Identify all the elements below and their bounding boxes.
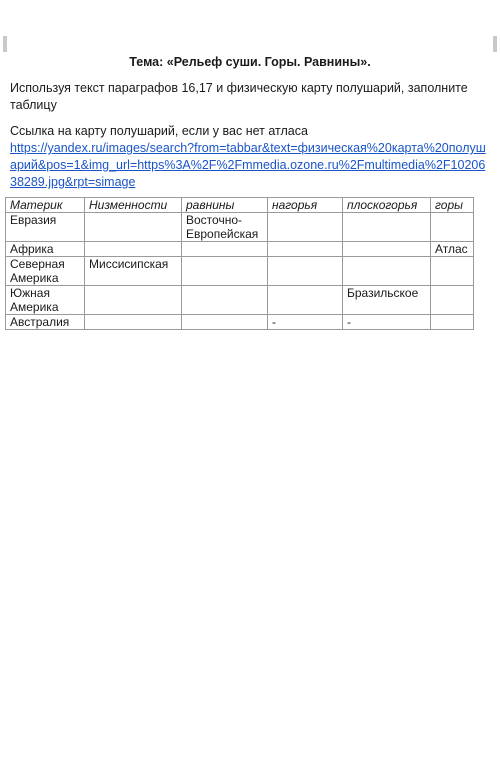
link-intro-text: Ссылка на карту полушарий, если у вас нет атласа xyxy=(10,124,308,138)
table-row xyxy=(6,257,474,286)
page-corner-mark-left xyxy=(3,36,7,52)
table-cell[interactable]: Миссисипская xyxy=(85,257,182,286)
table-cell[interactable] xyxy=(182,242,268,257)
table-cell[interactable] xyxy=(343,242,431,257)
table-cell[interactable]: Африка xyxy=(6,242,85,257)
table-cell[interactable] xyxy=(85,242,182,257)
table-cell[interactable]: Южная Америка xyxy=(6,286,85,315)
table-row xyxy=(6,315,474,330)
table-cell[interactable] xyxy=(268,286,343,315)
table-cell[interactable]: Северная Америка xyxy=(6,257,85,286)
header-mountains: горы xyxy=(431,198,474,213)
table-cell[interactable] xyxy=(85,315,182,330)
table-cell[interactable] xyxy=(268,213,343,242)
table-cell[interactable] xyxy=(431,257,474,286)
table-cell[interactable] xyxy=(268,242,343,257)
table-cell[interactable] xyxy=(343,213,431,242)
table-header-row xyxy=(6,198,474,213)
table-row xyxy=(6,213,474,242)
table-cell[interactable]: Бразильское xyxy=(343,286,431,315)
page-corner-mark-right xyxy=(493,36,497,52)
table-cell[interactable] xyxy=(182,315,268,330)
table-cell[interactable] xyxy=(182,257,268,286)
table-cell[interactable] xyxy=(431,286,474,315)
map-link[interactable]: https://yandex.ru/images/search?from=tabbar&text=физическая%20карта%20полушарий&pos=1&img_url=https%3A%2F%2Fmmedia.ozone.ru%2Fmultimedia%2F1020638289.jpg&rpt=simage xyxy=(10,141,486,189)
header-highlands: нагорья xyxy=(268,198,343,213)
table-cell[interactable] xyxy=(431,213,474,242)
link-paragraph xyxy=(10,123,492,191)
header-plains: равнины xyxy=(182,198,268,213)
header-lowlands: Низменности xyxy=(85,198,182,213)
relief-table xyxy=(5,197,474,330)
table-cell[interactable]: - xyxy=(268,315,343,330)
table-cell[interactable] xyxy=(268,257,343,286)
instruction-text: Используя текст параграфов 16,17 и физическую карту полушарий, заполните таблицу xyxy=(10,81,468,112)
table-cell[interactable]: Евразия xyxy=(6,213,85,242)
table-cell[interactable]: Восточно-Европейская xyxy=(182,213,268,242)
table-cell[interactable]: Австралия xyxy=(6,315,85,330)
table-cell[interactable] xyxy=(343,257,431,286)
table-cell[interactable]: - xyxy=(343,315,431,330)
header-plateaus: плоскогорья xyxy=(343,198,431,213)
table-cell[interactable] xyxy=(182,286,268,315)
table-cell[interactable] xyxy=(431,315,474,330)
table-cell[interactable] xyxy=(85,286,182,315)
table-cell[interactable] xyxy=(85,213,182,242)
table-row xyxy=(6,286,474,315)
page-title: Тема: «Рельеф суши. Горы. Равнины». xyxy=(129,55,371,69)
table-row xyxy=(6,242,474,257)
header-continent: Материк xyxy=(6,198,85,213)
table-cell[interactable]: Атлас xyxy=(431,242,474,257)
